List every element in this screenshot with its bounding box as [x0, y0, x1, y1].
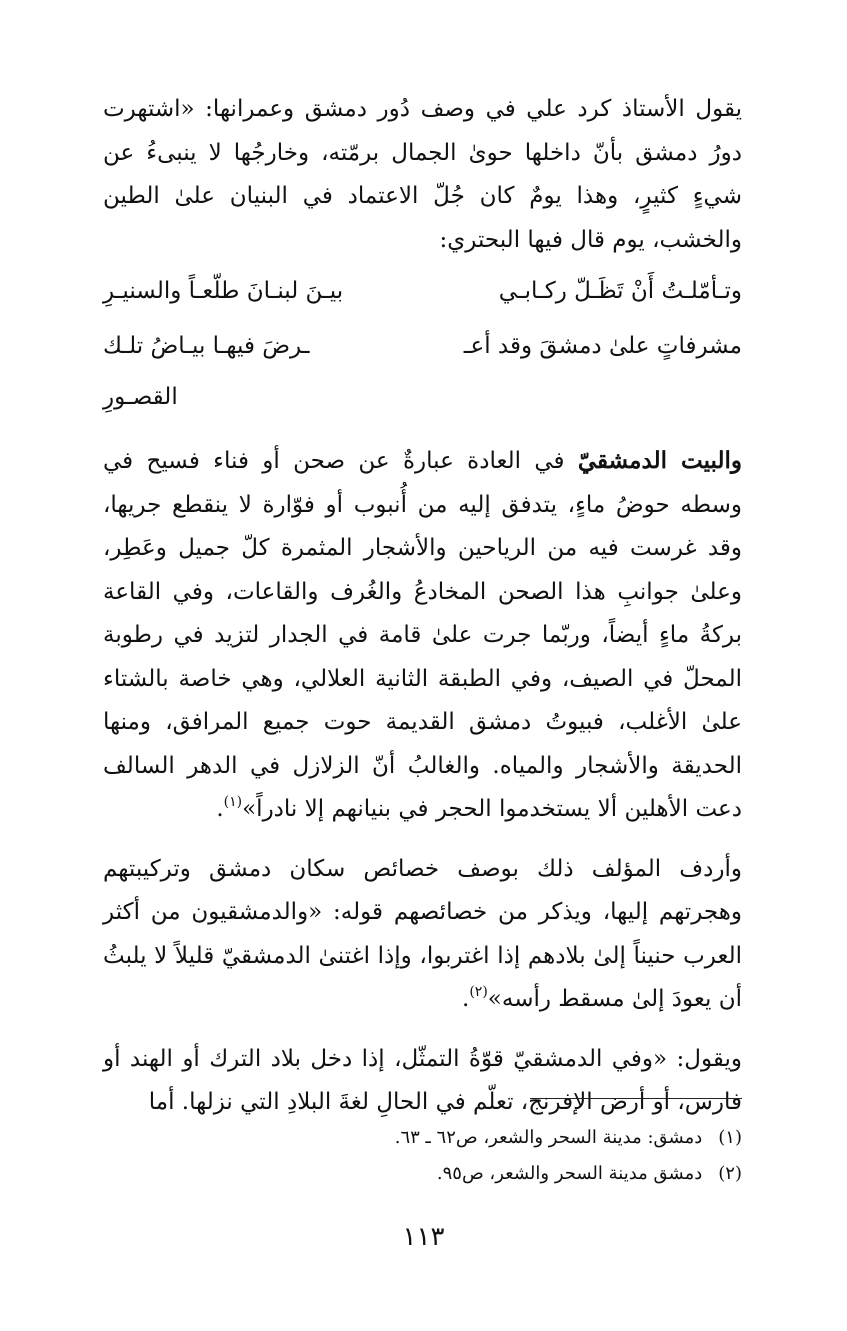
paragraph-2	[103, 439, 742, 832]
verse-1-second-hemistich: بيـنَ لبنـانَ طلّعـاً والسنيـرِ	[103, 278, 344, 304]
paragraph-1: يقول الأستاذ كرد علي في وصف دُور دمشق وعمرانها: «اشتهرت دورُ دمشق بأنّ داخلها حوىٰ الجمال برمّته، وخارجُها لا ينبىءُ عن شيءٍ كثيرٍ، وهذا يومٌ كان جُلّ الاعتماد في البنيان علىٰ الطين والخشب، يوم قال فيها البحتري:	[103, 96, 742, 253]
paragraph-3-end: .	[462, 986, 470, 1012]
footnote-2-text: دمشق مدينة السحر والشعر، ص٩٥.	[436, 1163, 703, 1184]
verse-1-first-hemistich: وتـأمّلـتُ أَنْ تَظَـلّ ركـابـي	[498, 278, 742, 304]
verse-2-second-hemistich: ـرضَ فيهـا بيـاضُ تلـك القصـورِ	[103, 333, 310, 410]
paragraph-2-end: .	[216, 796, 224, 822]
footnote-ref-1: (١)	[223, 794, 243, 810]
footnote-ref-2: (٢)	[469, 984, 488, 1000]
footnotes	[395, 1120, 742, 1192]
page-number: ١١٣	[402, 1222, 445, 1252]
paragraph-2-body: في العادة عبارةٌ عن صحن أو فناء فسيح في وسطه حوضُ ماءٍ، يتدفق إليه من أُنبوب أو فوّارة لا ينقطع جريها، وقد غرست فيه من الرياحين والأشجار المثمرة كلّ جميل وعَطِر، وعلىٰ جوانبِ هذا الصحن المخادعُ والغُرف والقاعات، وفي القاعة بركةُ ماءٍ أيضاً، وربّما جرت علىٰ قامة في الجدار لتزيد في رطوبة المحلّ في الصيف، وفي الطبقة الثانية العلالي، وهي خاصة بالشتاء علىٰ الأغلب، فبيوتُ دمشق القديمة حوت جميع المرافق، ومنها الحديقة والأشجار والمياه. والغالبُ أنّ الزلازل في الدهر السالف دعت الأهلين ألا يستخدموا الحجر في بنيانهم إلا نادراً»	[103, 448, 742, 822]
paragraph-4: ويقول: «وفي الدمشقيّ قوّةُ التمثّل، إذا دخل بلاد الترك أو الهند أو فارس، أو أرض الإفرنج، تعلّم في الحالِ لغةَ البلادِ التي نزلها. أما	[103, 1045, 742, 1115]
footnote-1-text: دمشق: مدينة السحر والشعر، ص٦٢ ـ ٦٣.	[394, 1127, 703, 1148]
footnote-1-number: (١)	[718, 1127, 742, 1148]
verse-2-first-hemistich: مشرفاتٍ علىٰ دمشقَ وقد أعـ	[463, 333, 742, 359]
paragraph-2-lead: والبيت الدمشقيّ	[577, 447, 742, 474]
footnote-2-number: (٢)	[718, 1163, 742, 1184]
paragraph-3-body: وأردف المؤلف ذلك بوصف خصائص سكان دمشق وتركيبتهم وهجرتهم إليها، ويذكر من خصائصهم قوله: «والدمشقيون من أكثر العرب حنيناً إلىٰ بلادهم إذا اغتربوا، وإذا اغتنىٰ الدمشقيّ قليلاً لا يلبثُ أن يعودَ إلىٰ مسقط رأسه»	[103, 855, 742, 1012]
footnote-1	[395, 1120, 742, 1156]
footnote-2	[395, 1156, 742, 1192]
verse-line-1	[103, 266, 742, 317]
verse-line-2	[103, 321, 742, 423]
footnote-divider	[530, 1098, 742, 1099]
paragraph-3	[103, 848, 742, 1022]
